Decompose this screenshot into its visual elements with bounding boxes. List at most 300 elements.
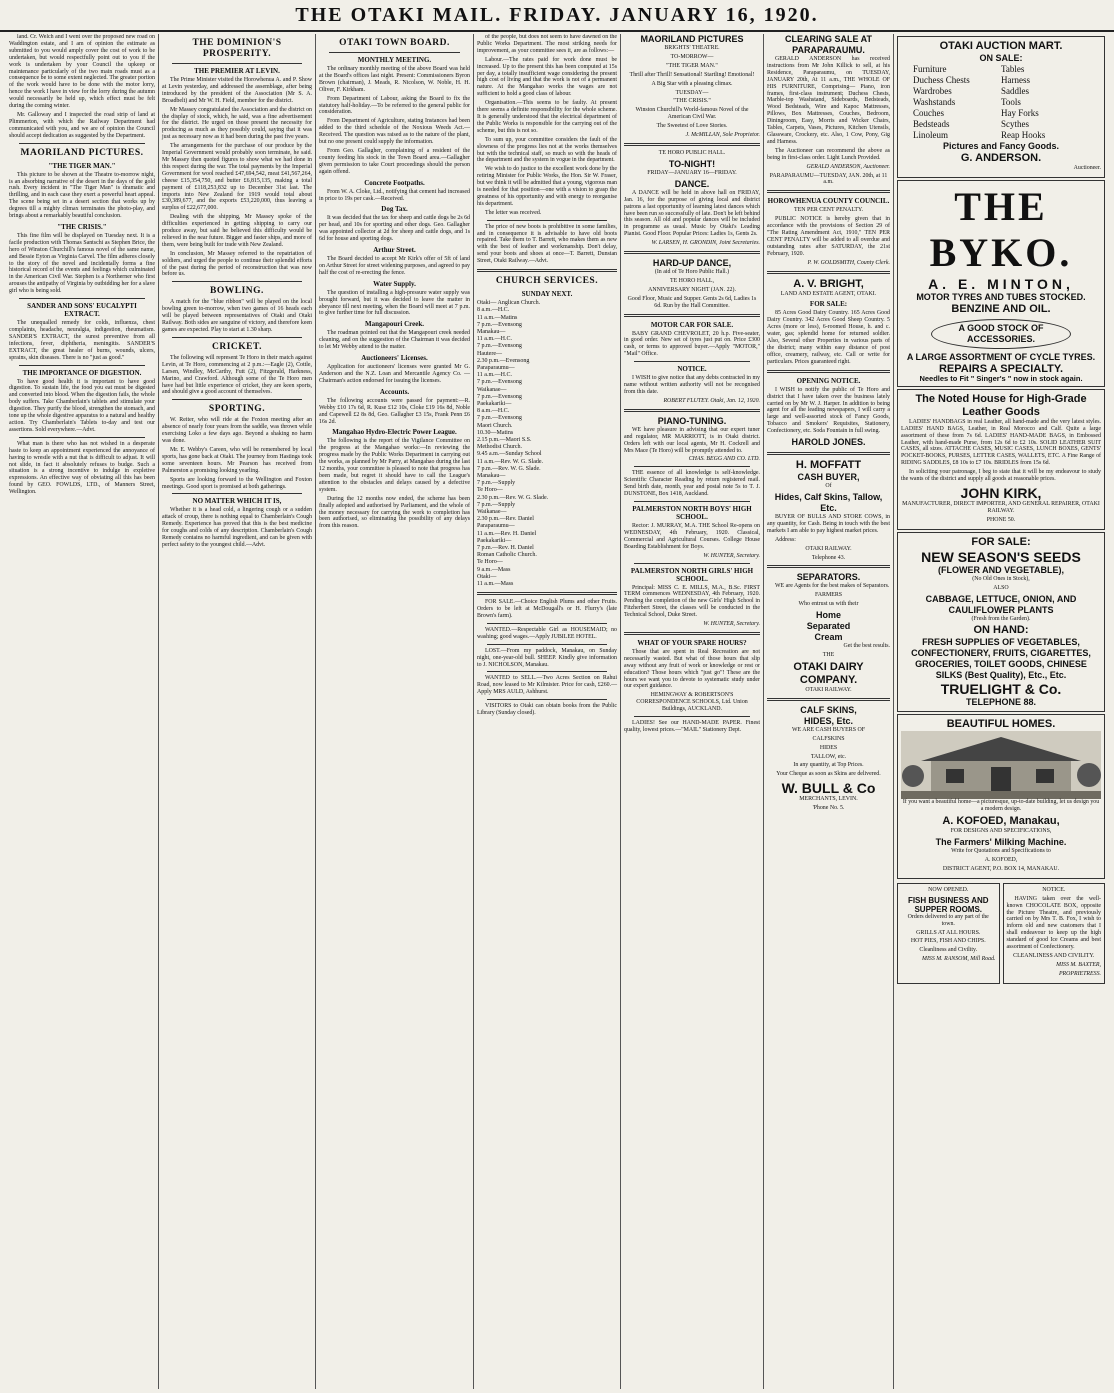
write: Write for Quotations and Specifications to	[951, 848, 1051, 855]
ad-text: LADIES' HANDBAGS in real Leather, all hand-made and the very latest styles. LADIES' HAND BAGS, Leather, in Real Morocco and Calf. Quite a large assortment of these from 7s 6d. LADIES' HAND-MADE BAGS, in Embossed Leather, with hand-made Purse, from 12s 6d to £2 10s. SOLID LEATHER SUIT CASES, all sizes. ATTACHE CASES, MUSIC CASES, LUNCH BOXES, GENTS' POCKET-BOOKS, PURSES, LETTER CASES, WALLETS, ETC. A Fine Range of RIDING SADDLES, £8 10s to £7 10s. BRIDLES from 15s 6d.	[901, 418, 1101, 467]
separated: Separated	[806, 621, 851, 632]
article-text: The question of installing a high-pressure water supply was brought forward, but it was decided to leave the matter in abeyance till next meeting, when the Board will meet at 7 p.m. to give further time for full discussion.	[319, 289, 470, 317]
subheading-tiger-man: "THE TIGER MAN."	[48, 161, 116, 170]
calfskins: CALFSKINS	[812, 735, 845, 742]
fish-ad	[897, 883, 1000, 984]
ad-text: LADIES! See our HAND-MADE PAPER. Finest quality, lowest prices.—"MAIL" Stationery Dept.	[624, 720, 760, 733]
bright-sub: LAND AND ESTATE AGENT, OTAKI.	[780, 290, 877, 297]
article-text: This picture to be shown at the Theatre to-morrow night, is an absorbing narrative of the desert in the days of the gold rush. Every incident in "The Tiger Man" is dramatic and thrilling, and in each case they exert a powerful heart appeal. The scene being set in a desert section that works up by degrees till a mighty climax terminates the photo-play, and brings about a remarkably beautiful conclusion.	[9, 171, 155, 220]
column-2	[158, 34, 315, 1389]
signature: W. HUNTER, Secretary.	[703, 552, 760, 559]
service-line: 11 a.m.—H.C.	[477, 336, 512, 343]
repairs: REPAIRS A SPECIALTY.	[938, 362, 1064, 375]
tonight: TO-NIGHT!	[668, 158, 716, 169]
service-line: 9.45 a.m.—Sunday School	[477, 451, 542, 458]
fish-business: FISH BUSINESS AND SUPPER ROOMS.	[907, 895, 989, 914]
service-line: 11 a.m.—H.C.	[477, 372, 512, 379]
column-4	[473, 34, 620, 1389]
service-line: 7 p.m.—Evensong	[477, 393, 522, 400]
divider	[19, 365, 145, 366]
article-text: To sum up, your committee considers the fault of the slowness of the progress lies not at the works themselves but with the technical staff, so much so with the heads of the department and the system in vogue in the department.	[477, 136, 617, 164]
sale-item: Furniture	[913, 64, 947, 74]
divider	[624, 632, 760, 635]
for-sale: FOR SALE:	[971, 535, 1031, 548]
subheading-water: Water Supply.	[373, 279, 416, 288]
sale-item: Scythes	[1001, 119, 1029, 129]
article-text: Sports are looking forward to the Wellington and Foxton meetings. Good sport is promised at both gatherings.	[162, 476, 312, 490]
classified-ad: WANTED.—Respectable Girl as HOUSEMAID; no washing; good wages.—Apply JUBILEE HOTEL.	[477, 626, 617, 640]
flower-veg: (FLOWER AND VEGETABLE),	[938, 564, 1064, 575]
ad-text: PUBLIC NOTICE is hereby given that in accordance with the provisions of Section 29 of "The Rating Amendment Act, 1910," TEN PER CENT PENALTY will be added to all overdue and outstanding rates after SATURDAY, the 21st February, 1920.	[767, 216, 890, 257]
cabbage: CABBAGE, LETTUCE, ONION, AND CAULIFLOWER PLANTS	[925, 593, 1077, 615]
film-tagline: A Big Star with a pleasing climax.	[651, 80, 733, 87]
anniversary: ANNIVERSARY NIGHT (JAN. 22).	[648, 286, 736, 293]
divider	[767, 271, 890, 274]
cycle-tyres: A LARGE ASSORTMENT OF CYCLE TYRES.	[906, 351, 1096, 362]
divider	[19, 437, 145, 438]
divider	[19, 143, 145, 144]
school-address: HEMINGWAY & ROBERTSON'S CORRESPONDENCE SCHOOLS, Ltd. Union Buildings, AUCKLAND.	[636, 692, 748, 713]
article-text: Mr Massey congratulated the Association and the district on the display of stock, which, he said, was a fine advertisement for the district. He urged on those present the necessity for producing as much as they possibly could, saying that it was just as necessary now as it had been during the past five years.	[162, 106, 312, 141]
also: ALSO	[993, 584, 1009, 591]
service-line: Paekakariki—	[477, 537, 512, 544]
service-line: 8 a.m.—H.C.	[477, 408, 510, 415]
sale-item: Duchess Chests	[913, 75, 970, 85]
auction-mart-ad	[897, 36, 1105, 178]
notice-title: NOTICE.	[1042, 886, 1066, 893]
article-text: A match for the "blue ribbon" will be played on the local bowling green to-morrow, when two games of 16 heads each will be played between representatives of Otaki and Otaki Railway. Both sides are sanguine of victory, and therefore keen games are expected. Play to start at 1.30 sharp.	[162, 299, 312, 333]
items-left	[913, 64, 1001, 141]
byko-title: THE BYKO.	[929, 183, 1073, 275]
service-line: Te Horo—	[477, 487, 503, 494]
article-text: The unequalled remedy for colds, influenza, chest complaints, headache, neuralgia, indigestion, rheumatism. SANDER'S EXTRACT, the surest preventive from all infections, fever, diphtheria, meningitis. SANDER'S EXTRACT, the great healer of burns, wounds, ulcers, sprains, skin diseases. There is no "just as good."	[9, 320, 155, 361]
sale-item: Linoleum	[913, 130, 948, 140]
article-text: W. Reiter, who will ride at the Foxton meeting after an absence of nearly four years from the saddle, was thrown while exercising Loko a few days ago. Beyond a shaking no harm was done.	[162, 417, 312, 445]
service-line: 2.30 p.m.—Rev. Daniel	[477, 516, 534, 523]
cleanliness-civility: CLEANLINESS AND CIVILITY.	[1013, 953, 1095, 959]
hardup-dance: HARD-UP DANCE,	[652, 258, 732, 269]
column-3	[315, 34, 473, 1389]
classified-ad: VISITORS to Otaki can obtain books from the Public Library (Sunday closed).	[477, 703, 617, 717]
service-line: Manakau—	[477, 472, 506, 479]
divider	[487, 220, 607, 221]
service-line: Paraparaumu—	[477, 364, 515, 371]
divider	[477, 269, 617, 272]
divider	[634, 716, 750, 717]
article-text: From Department of Labour, asking the Board to fix the statutory half-holiday.—To be referred to the general public for consideration.	[319, 95, 470, 116]
subheading-sunday: SUNDAY NEXT.	[521, 290, 573, 299]
divider	[767, 370, 890, 373]
kirk-phone: PHONE 50.	[986, 516, 1016, 523]
ad-text: PARAPARAUMU—TUESDAY, JAN. 20th, at 11 a.m.	[769, 172, 888, 186]
kofoed: A. KOFOED, Manakau,	[942, 815, 1060, 828]
on-hand: ON HAND:	[973, 624, 1029, 637]
ad-text: GERALD ANDERSON has received instructions from Mr John Killick to sell, at his Residence, Paraparaumu, on TUESDAY, JANUARY 20th, At 11 a.m., THE WHOLE OF HIS FURNITURE, Comprising— Piano, iron frames, first-class instrument; Duchess Chests, Marble-top Washstand, Sideboards, Bedsteads, Wood Bedsteads, Wire and Kapoc Mattresses, Pillows, Box Mattresses, Couches, Bedroom, Diningroom, Easy, Morris and Wicker Chairs, Tables, Carpets, Vases, Pictures, Kitchen Utensils, Glassware, Crockery, etc. Also, 1 Cow, Pony, Gig and Harness.	[767, 56, 890, 145]
subheading-licenses: Auctioneers' Licenses.	[361, 354, 428, 363]
proprietor: J. McMILLAN, Sole Proprietor.	[685, 132, 760, 139]
opening-notice: OPENING NOTICE.	[796, 376, 861, 385]
farmers: FARMERS	[814, 592, 843, 599]
article-text: Labour.—The rates paid for work done must be increased. Up to the present this has been computed at 15s per day, a totally insufficient wage considering the present high cost of living and that the work is not of a permanent nature. At the Mangahao works the wages are not sufficient to hold a good class of labour.	[477, 56, 617, 98]
boys-school: PALMERSTON NORTH BOYS' HIGH SCHOOL.	[632, 504, 752, 521]
penalty-title: TEN PER CENT PENALTY.	[794, 207, 863, 214]
notice-ad	[1003, 883, 1106, 984]
bright-name: A. V. BRIGHT,	[793, 277, 864, 290]
ad-text: Good Floor, Music and Supper. Gents 2s 6d, Ladies 1s 6d. Run by the Hall Committee.	[627, 295, 757, 309]
service-line: 7 p.m.—Evensong	[477, 343, 522, 350]
tallow: TALLOW, etc.	[810, 753, 847, 760]
bottom-ads	[897, 881, 1105, 986]
telephone: TELEPHONE 88.	[965, 697, 1037, 708]
signature: CHAS. BEGG AND CO. LTD.	[688, 456, 760, 463]
hides: Hides, Calf Skins, Tallow, Etc.	[774, 491, 883, 513]
film-tagline: Thrill after Thrill! Sensational! Startling! Emotional!	[629, 71, 755, 78]
county-council: HOROWHENUA COUNTY COUNCIL.	[767, 197, 890, 206]
ad-text: In soliciting your patronage, I beg to state that it will be my endeavour to study the wants of the district and supply all goods at reasonable prices.	[901, 469, 1101, 483]
service-line: Methodist Church.	[477, 444, 522, 451]
clearing-sale: CLEARING SALE AT PARAPARAUMU.	[785, 34, 872, 55]
service-line: 8 a.m.—H.C.	[477, 307, 510, 314]
service-line: 2.30 p.m.—Rev. W. G. Slade.	[477, 494, 549, 501]
baxter: MISS M. BAXTER,	[1056, 961, 1101, 968]
service-line: 7 p.m.—Rev. H. Daniel	[477, 545, 534, 551]
divider	[19, 298, 145, 299]
district-agent: DISTRICT AGENT, P.O. BOX 14, MANAKAU.	[942, 865, 1060, 872]
bull-co: W. BULL & Co	[781, 780, 876, 797]
secretaries: W. LARSEN, H. GRONDIN, Joint Secretaries.	[651, 240, 760, 247]
heading-church-services: CHURCH SERVICES.	[495, 276, 599, 287]
hides: HIDES	[819, 744, 838, 751]
service-line: 7 p.m.—Supply	[477, 480, 516, 487]
article-text: of the people, but does not seem to have dawned on the Public Works Department. The most striking needs for improvement, as your committee sees it, are as follows:—	[477, 34, 617, 54]
film-description: Winston Churchill's World-famous Novel of the American Civil War.	[635, 107, 749, 121]
article-text: The following is the report of the Vigilance Committee on the progress at the Mangahao works:—In reviewing the progress made by the Public Works Department in carrying out the works, as planned by Mr Parry, at Mangahao during the last 12 months, your committee is pleased to note that progress has been made, but regret it should have to call the League's attention to the obstacles and delays caused by a defective system.	[319, 438, 470, 493]
article-text: Dealing with the shipping, Mr Massey spoke of the difficulties experienced in getting shipping to carry our produce away, but said he believed this difficulty would be relieved in the near future. Bigger and faster ships, and more of them, were being built for trade with New Zealand.	[162, 214, 312, 248]
sale-item: Wardrobes	[913, 86, 952, 96]
service-line: 11 a.m.—Matins	[477, 314, 518, 321]
article-text: It was decided that the tax for sheep and cattle dogs be 2s 6d per head, and 10s for sporting and other dogs. Geo. Gallagher was appointed collector at 2d for sheep and cattle dogs, and 1s 6d for house and sporting dogs.	[319, 215, 470, 243]
cheque: Your Cheque as soon as Skins are delivered.	[776, 771, 881, 778]
divider	[477, 592, 617, 595]
home: Home	[815, 610, 841, 621]
classified-ad: WANTED to SELL.—Two Acres Section on Rahui Road, now leased to Mr Kilmister. Price for cash, £260.—Apply MRS AULD, Ashhurst.	[477, 675, 617, 696]
article-text: The ordinary monthly meeting of the above Board was held at the Board's offices last night. Present: Commissioners Byron Brown (chairman), J. Meads, R. Nicolson, W. Noble, H. H. Oliver, F. Kirkham.	[319, 66, 470, 93]
subheading-crisis: "THE CRISIS."	[57, 222, 107, 231]
heading-sporting: SPORTING.	[208, 404, 266, 415]
heading-town-board: OTAKI TOWN BOARD.	[339, 38, 450, 48]
signature: P. W. GOLDSMITH, County Clerk.	[807, 259, 890, 266]
subheading-mangahao: Mangahao Hydro-Electric Power League.	[332, 428, 457, 437]
entrust: Who entrust us with their	[798, 601, 859, 608]
ad-text: The Auctioneer can recommend the above as being in first-class order. Light Lunch Provided.	[767, 147, 890, 161]
cleanliness: Cleanliness and Civility.	[919, 947, 978, 954]
ad-text: THE essence of all knowledge is self-knowledge. Scientific Character Reading by return registered mail. Send birth date, month, year and postal note 5s to T. J. DUNSTONE, Box 1418, Auckland.	[624, 470, 760, 498]
any-quantity: In any quantity, at Top Prices.	[793, 762, 864, 769]
service-line: Otaki—	[477, 573, 497, 580]
ad-text: WE have pleasure in advising that our expert tuner and regulator, MR MARRIOTT, is in Otaki district. Orders left with our local agents, Mr H. Cockrell and Mrs Mace (Te Horo) will be promptly attended to.	[624, 426, 760, 454]
motor-car-heading: MOTOR CAR FOR SALE.	[650, 320, 734, 329]
cash-buyer: CASH BUYER,	[797, 472, 860, 483]
designs: FOR DESIGNS AND SPECIFICATIONS,	[950, 828, 1052, 835]
sale-item: Bedsteads	[913, 119, 950, 129]
heading-dominion: THE DOMINION'S PROSPERITY.	[192, 38, 282, 59]
fresh: (Fresh from the Garden).	[971, 615, 1031, 622]
needles: Needles to Fit " Singer's " now in stock again.	[919, 373, 1083, 383]
ad-text: Rector: J. MURRAY, M.A. THE School Re-opens on WEDNESDAY, 4th February, 1920. Classical, Commercial and Agricultural Courses. College House Boarding Establishment for Boys.	[624, 522, 760, 550]
sale-item: Hay Forks	[1001, 108, 1039, 118]
telephone: Telephone 43.	[811, 554, 846, 561]
phone: 'Phone No. 5.	[812, 805, 845, 812]
leather-goods-ad	[897, 389, 1105, 530]
article-text: From Geo. Gallagher, complaining of a resident of the county feeding his stock in the Town Board area.—Gallagher given permission to take Court proceedings should the person again offend.	[319, 147, 470, 175]
notice-heading: NOTICE.	[677, 365, 707, 374]
article-text: We wish to do justice to the excellent work done by the retiring Minister for Public Works, the Hon. Sir W. Fraser, but we think it will be admitted that a young, vigorous man is needed for that position—one with a vision to grasp the greatness of his opportunity and with energy to reorganise his department.	[477, 166, 617, 207]
article-text: The letter was received.	[485, 209, 542, 216]
hot-pies: HOT PIES, FISH AND CHIPS.	[910, 938, 986, 945]
column-7	[893, 34, 1108, 1389]
auctioneer: Auctioneer.	[1073, 165, 1101, 171]
subheading-premier: THE PREMIER AT LEVIN.	[194, 67, 280, 75]
service-line: Te Horo—	[477, 559, 503, 566]
items-grid	[901, 64, 1101, 141]
service-line: Maori Church.	[477, 422, 513, 429]
article-text: The following accounts were passed for payment:—R. Webby £10 17s 6d, R. Kuse £12 10s, Cloke £19 16s 8d, Noble and Capewell £2 8s 8d, Geo. Gallagher £3 15s, Frank Penn £6 16s 2d.	[319, 397, 470, 425]
sale-item: Harness	[1001, 75, 1030, 85]
hides-etc: HIDES, Etc.	[803, 715, 853, 726]
heading-no-matter: NO MATTER WHICH IT IS,	[192, 497, 282, 506]
beautiful-homes-ad	[897, 714, 1105, 878]
service-line: 7 p.m.—Rev. W. G. Slade.	[477, 465, 541, 472]
article-text: From Department of Agriculture, stating Instances had been added to the third schedule of the Noxious Weeds Act.—Received. The question was raised as to the nature of the plant, but no one present could supply the information.	[319, 118, 470, 146]
spare-hours: WHAT OF YOUR SPARE HOURS?	[637, 638, 747, 647]
ad-text: WE are Agents for the best makes of Separators.	[775, 583, 890, 590]
article-text: To have good health it is important to have good digestion. To sustain life, the food you eat must be digested and converted into blood. When the digestion fails, the whole body suffers. Take Chamberlain's tablets and stimulate your digestion. They purify the blood, strengthen the stomach, and tone up the whole digestive apparatus to a natural and healthy action. Try Chamberlain's Tablets to-day and test our assertions. Sold everywhere.—Advt.	[9, 378, 155, 433]
supplies: FRESH SUPPLIES OF VEGETABLES, CONFECTIONERY, FRUITS, CIGARETTES, GROCERIES, TOILET GOODS, CHINESE SILKS (Best Quality), Etc., Etc.	[911, 637, 1091, 681]
girls-school: PALMERSTON NORTH GIRLS' HIGH SCHOOL.	[630, 566, 754, 583]
subheading-monthly: MONTHLY MEETING.	[357, 56, 432, 64]
divider	[624, 409, 760, 412]
service-line: Paekakariki—	[477, 400, 512, 407]
column-1	[6, 34, 158, 1389]
sale-item: Tools	[1001, 97, 1021, 107]
service-line: 2.30 p.m.—Evensong	[477, 357, 530, 364]
article-text: The arrangements for the purchase of our produce by the Imperial Government would probably soon terminate, he said. Mr Massey then quoted figures to show what we had done in this respect during the war. The total payments by the Imperial Government for wool reached £47,694,542, meat £41,567,264, cheese £15,354,750, and butter £6,815,135, making a total payment of £118,253,832 up to December 31st last. The imports into New Zealand for 1919 would total about £30,389,677, and the exports £53,220,000, thus leaving a surplus of £22,677,000.	[162, 143, 312, 212]
divider	[634, 361, 750, 362]
theatre-name: BRIGHTS' THEATRE.	[664, 45, 720, 51]
hall-name: TE HORO HALL,	[669, 277, 714, 284]
divider	[767, 698, 890, 701]
separators: SEPARATORS.	[796, 572, 861, 583]
service-line: Paraparaumu—	[477, 523, 515, 530]
article-text: From W. A. Cloke, Ltd., notifying that cement had increased in price to 19s per cask.—Received.	[319, 188, 470, 202]
service-line: 11 a.m.—Rev. W. G. Slade.	[477, 458, 544, 465]
service-line: 7 p.m.—Supply	[477, 501, 516, 508]
service-line: Otaki— Anglican Church.	[477, 300, 541, 307]
we-are: WE ARE CASH BUYERS OF	[792, 726, 865, 733]
column-6	[763, 34, 893, 1389]
benzine: BENZINE AND OIL.	[951, 302, 1051, 315]
truelight-ad	[897, 532, 1105, 713]
for-sale: FOR SALE:	[809, 300, 848, 309]
service-line: Hautere—	[477, 350, 502, 357]
divider	[487, 623, 607, 624]
columns	[6, 34, 1108, 1389]
moffatt-name: H. MOFFATT	[795, 459, 862, 472]
divider	[172, 63, 302, 64]
minton-name: A. E. MINTON,	[928, 275, 1074, 292]
divider	[487, 699, 607, 700]
divider	[767, 190, 890, 193]
service-line: Waikanae—	[477, 508, 507, 515]
no-old: (No Old Ones in Stock),	[972, 575, 1030, 582]
sale-item: Reap Hooks	[1001, 130, 1046, 140]
noted-house: The Noted House for High-Grade Leather Goods	[915, 392, 1087, 418]
now-opened: NOW OPENED.	[928, 886, 969, 893]
otaki-railway: OTAKI RAILWAY.	[805, 545, 852, 552]
divider	[767, 565, 890, 568]
article-text: The following will represent Te Horo in their match against Levin, at Te Horo, commencing at 2 p.m.:—Eagle (2), Cottle, Larsen, Windley, McCarthy, Futt (2), Fitzgerald, Harkness, Marino, and Crawford. Although some of the Te Horo men have had but little experience of cricket, they are keen sports, and should give a good account of themselves.	[162, 354, 312, 396]
classified-ad: FOR SALE.—Choice English Plums and other Fruits. Orders to be left at McDougall's or H. Flurry's (late Brown's farm).	[477, 599, 617, 620]
dairy-company: OTAKI DAIRY COMPANY.	[793, 660, 864, 686]
divider	[634, 501, 750, 502]
service-line: 9 a.m.—Mass	[477, 566, 511, 573]
service-line: 7 p.m.—Evensong	[477, 379, 522, 386]
film-crisis: "THE CRISIS."	[673, 98, 711, 105]
heading-sanders: SANDER AND SONS' EUCALYPTI EXTRACT.	[27, 302, 137, 319]
divider	[172, 493, 302, 494]
milking-machine: The Farmers' Milking Machine.	[935, 837, 1067, 848]
anderson: G. ANDERSON.	[960, 152, 1042, 164]
signature: GERALD ANDERSON, Auctioneer.	[806, 163, 890, 170]
article-text: During the 12 months now ended, the scheme has been finally adopted and authorised by Parliament, and the whole of the money necessary for carrying the work to completion has been authorised, so eliminating the possibility of any delays from this reason.	[319, 495, 470, 530]
byko-ad	[897, 180, 1105, 387]
hall-name: TE HORO PUBLIC HALL.	[658, 149, 726, 156]
column-5	[620, 34, 763, 1389]
article-text: Mr. E. Webby's Careen, who will be remembered by local sports, has gone back at Otaki. The journey from Hastings took some seventeen hours. Mr Pearson has received from Palmerston a promising looking yearling.	[162, 446, 312, 474]
ad-text: 85 Acres Good Dairy Country. 165 Acres Good Dairy Country. 342 Acres Good Sheep Country. 5 Acres (more or less), 6-roomed House, h. and c. water, gas; splendid home for returned soldier. Also, Several other Properties in various parts of the district; many within easy distance of post office, creamery, railway, etc. Call or write for particulars. Prices guaranteed right.	[767, 310, 890, 365]
signature: W. HUNTER, Secretary.	[703, 621, 760, 628]
kirk-name: JOHN KIRK,	[960, 484, 1042, 501]
grills: GRILLS AT ALL HOURS.	[916, 929, 981, 936]
divider	[767, 452, 890, 455]
proprietress: PROPRIETRESS.	[1058, 970, 1101, 977]
divider	[624, 314, 760, 317]
article-text: What man is there who has not wished in a desperate haste to keep an appointment experienced the annoyance of having to wrestle with a nut that is difficult to adjust. It will not slide, in fact it absolutely refuses to budge. Such a situation is a strong incentive to indulge in expletive expressions. An effective way of obviating all this has been found by GEO. FOWLDS, LTD., of Manners Street, Wellington.	[9, 440, 155, 496]
accessories: A GOOD STOCK OF ACCESSORIES.	[931, 319, 1071, 349]
ad-maoriland-title: MAORILAND PICTURES	[640, 34, 744, 44]
article-text: Application for auctioneers' licenses were granted Mr G. Anderson and the N.Z. Loan and Mercantile Agency Co. — Chairman's action endorsed for issuing the licenses.	[319, 364, 470, 384]
homes-text: If you want a beautiful home—a picturesque, up-to-date building, let us design you a modern design.	[902, 799, 1100, 813]
ad-text: A DANCE will be held in above hall on FRIDAY, Jan. 16, for the purpose of giving local and district patrons a last opportunity of learning latest dances which have been run so successfully of late. Don't be left behind this season. All old and popular dances will be included in programme as usual. Music by Otaki's Leading Pianist. Good Floor. Popular Prices: Ladies 1s, Gents 2s.	[624, 189, 761, 238]
items-right	[1001, 64, 1089, 141]
signature: HAROLD JONES.	[791, 437, 866, 448]
ad-text: BABY GRAND CHEVROLET, 20 h.p. Five-seater, in good order. New set of tyres just put on. Price £300 cash, or terms to approved buyer.—Apply "MOTOR," "Mail" Office.	[624, 330, 760, 358]
service-line: 7 p.m.—Evensong	[477, 321, 522, 328]
services-list	[477, 300, 617, 588]
divider	[624, 251, 760, 254]
article-text: Whether it is a head cold, a lingering cough or a sudden attack of croup, there is nothing equal to Chamberlain's Cough Remedy. Experience has proved that this is the best medicine for coughs and colds of any description. Chamberlain's Cough Remedy contains no harmful ingredient, and can be given with perfect safety to the youngest child.—Advt.	[162, 507, 312, 548]
article-text: This fine film will be displayed on Tuesday next. It is a facile production with Thomas Santschi as Stephen Brice, the hero of Winston Churchill's famous novel of the same name, and Bessie Eyton as Virginia Carvel. The film adheres closely to the story of the novel and incidentally forms a fine historical record of the events and feelings which culminated in the American Civil War. Stephen is a Northerner who first arouses the antipathy of Virginia by outbidding her for a slave girl who is being sold.	[9, 232, 156, 295]
address-label: Address:	[775, 536, 796, 543]
article-text: The Board decided to accept Mr Kirk's offer of 5ft of land on Arthur Street for street widening purposes, and agreed to pay half the cost of re-erecting the fence.	[319, 256, 470, 276]
merchants: MERCHANTS, LEVIN.	[799, 796, 858, 803]
hardup-sub: (In aid of Te Horo Public Hall.)	[654, 269, 730, 276]
service-line: 2.15 p.m.—Maori S.S.	[477, 436, 532, 443]
divider	[172, 337, 302, 338]
subheading-accounts: Accounts.	[379, 387, 410, 396]
service-line: 10.30—Matins	[477, 429, 514, 436]
kirk-sub: MANUFACTURER, DIRECT IMPORTER, AND GENERAL REPAIRER, OTAKI RAILWAY.	[902, 500, 1100, 514]
signature: ROBERT FLUTEY. Otaki, Jan. 12, 1920.	[663, 397, 760, 404]
sale-item: Couches	[913, 108, 944, 118]
dance-title: DANCE.	[674, 178, 710, 189]
sale-item: Washstands	[913, 97, 956, 107]
get-best: Get the best results.	[843, 643, 890, 650]
auction-title: OTAKI AUCTION MART.	[939, 40, 1063, 52]
divider	[634, 466, 750, 467]
dance-date: FRIDAY—JANUARY 16—FRIDAY.	[647, 169, 737, 176]
service-line: Roman Catholic Church.	[477, 552, 537, 559]
ad-text: BUYER OF BULLS AND STORE COWS, in any quantity, for Cash. Being in touch with the best markets I am able to pay highest market prices.	[767, 513, 890, 534]
subheading-concrete: Concrete Footpaths.	[364, 178, 425, 187]
article-text: In conclusion, Mr Massey referred to the repatriation of soldiers, and urged the people to continue their splendid efforts of the past during the period of reconstruction that was now before us.	[162, 250, 312, 278]
divider	[487, 671, 607, 672]
article-text: The roadman pointed out that the Mangapouri creek needed cleaning, and on the suggestion of the Chairman it was decided to let Mr Webby attend to the matter.	[319, 330, 470, 351]
ad-text: Principal: MISS C. E. MILLS, M.A., B.Sc. FIRST TERM commences WEDNESDAY, 4th February, 1920. Pending the completion of the new Girls' High School in Fitzherbert Street, the classes will be conducted in the Technical School, Duke Street.	[624, 584, 760, 619]
ad-text: I WISH to give notice that any debts contracted in my name without written authority will not be recognised from this date.	[624, 375, 760, 395]
classified-ad: LOST.—From my paddock, Manakau, on Sunday night, one-year-old bull. SHEEP. Kindly give information to J. NICHOLSON, Manakau.	[477, 647, 617, 668]
kofoed2: A. KOFOED,	[984, 857, 1018, 864]
pictures-line: Pictures and Fancy Goods.	[942, 141, 1060, 151]
divider	[624, 143, 760, 146]
subheading-dog-tax: Dog Tax.	[381, 205, 408, 214]
article-text: Organisation.—This seems to be faulty. At present there seems a definite responsibility for the whole scheme. It is generally understood that the electrical department of the Public Works is responsible for the carrying out of the scheme, but this is not so.	[477, 100, 617, 134]
house-illustration	[901, 731, 1101, 799]
heading-maoriland-pictures: MAORILAND PICTURES.	[20, 147, 144, 158]
divider	[329, 52, 460, 53]
homes-title: BEAUTIFUL HOMES.	[946, 718, 1056, 731]
film-tagline: The Sweetest of Love Stories.	[656, 123, 728, 130]
ad-text: Those that are spent in Real Recreation are not necessarily wasted. But what of those hours that slip away without any fruit of work or knowledge or rest or education? Those hours which "just go"! These are the hours we want you to devote to systematic study under our expert guidance.	[624, 648, 760, 690]
article-text: The price of new boots is prohibitive in some families, and in consequence it is advisable to have old boots repaired. Take them to T. Barrett, who makes them as new with the best of leather and workmanship. Don't delay, send your boots and shoes at once—T. Barrett, Dunstan Street, Otaki Railway.—Advt.	[477, 223, 617, 265]
heading-digestion: THE IMPORTANCE OF DIGESTION.	[22, 368, 142, 377]
sale-item: Tables	[1001, 64, 1025, 74]
service-line: Waikanae—	[477, 386, 507, 393]
notice-text: HAVING taken over the well-known CHOCOLATE BOX, opposite the Picture Theatre, and previously carried on by Mrs T. B. Fox, I wish to inform old and new customers that I shall endeavour to keep up the high standard of good Ice Creams and best assortment of Confectionery.	[1006, 895, 1101, 951]
otaki-railway: OTAKI RAILWAY.	[805, 686, 852, 693]
on-sale: ON SALE:	[979, 53, 1023, 63]
motor-tyres: MOTOR TYRES AND TUBES STOCKED.	[916, 291, 1086, 302]
service-line: 11 a.m.—Mass	[477, 581, 514, 588]
film-tiger: "THE TIGER MAN."	[666, 62, 718, 69]
subheading-arthur: Arthur Street.	[373, 246, 416, 255]
tuesday: TUESDAY—	[675, 89, 709, 96]
heading-cricket: CRICKET.	[211, 341, 262, 352]
masthead: THE OTAKI MAIL. FRIDAY. JANUARY 16, 1920.	[0, 0, 1114, 32]
tomorrow: TO-MORROW—	[670, 53, 714, 60]
calf-skins: CALF SKINS,	[800, 704, 857, 715]
service-line: 11 a.m.—Rev. H. Daniel	[477, 530, 537, 537]
cream: Cream	[814, 632, 843, 643]
divider	[634, 563, 750, 564]
sale-item: Saddles	[1001, 86, 1029, 96]
heading-bowling: BOWLING.	[210, 286, 264, 297]
subheading-mangapouri: Mangapouri Creek.	[365, 320, 424, 329]
new-seeds: NEW SEASON'S SEEDS	[921, 548, 1081, 565]
service-line: 7 p.m.—Evensong	[477, 415, 522, 422]
article-text: land. Cr. Welch and I went over the proposed new road on Waddington estate, and I am of opinion the estimate as submitted to you would amply cover the cost of work to be undertaken, but would respectfully point out to you if the work is undertaken by your Council the upkeep or maintenance particularly of the two main roads must as a consequence be to some extent neglected. The greater portion of the work would have to be done with the motor lorry, hence the work I have in view for the lorry during the autumn would necessarily be held up, which effect must be felt during the coming winter.	[9, 34, 155, 110]
ransom: MISS M. RANSOM, Mill Road.	[922, 956, 996, 963]
